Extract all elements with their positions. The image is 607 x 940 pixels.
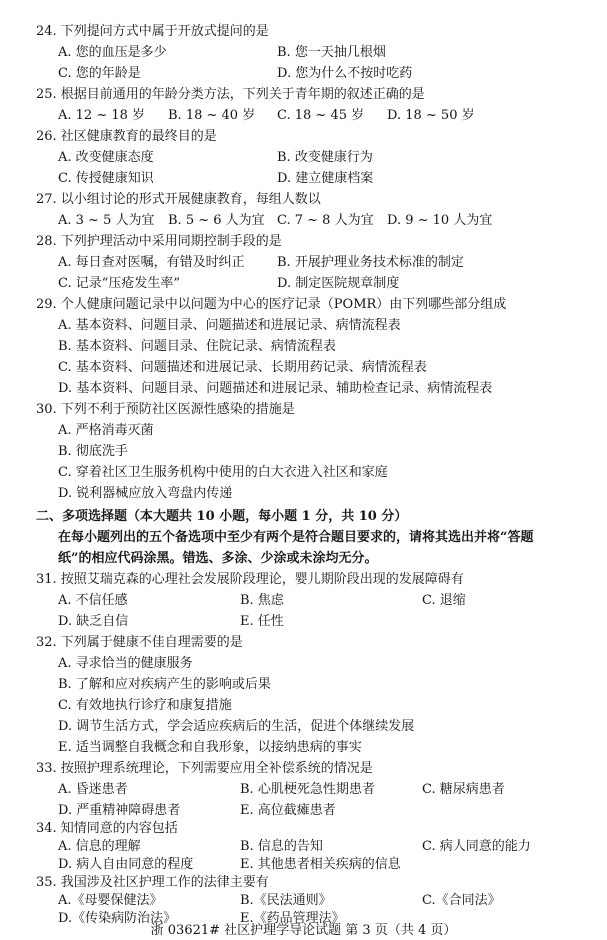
q30-option-c: C. 穿着社区卫生服务机构中使用的白大衣进入社区和家庭 — [58, 465, 388, 480]
q35-option-b: B.《民法通则》 — [240, 893, 332, 908]
q31-option-b: B. 焦虑 — [240, 593, 284, 608]
q33-option-a: A. 昏迷患者 — [58, 782, 128, 797]
q25-option-c: C. 18 ~ 45 岁 — [277, 108, 365, 123]
question-26-stem: 26. 社区健康教育的最终目的是 — [36, 129, 217, 144]
question-30-stem: 30. 下列不利于预防社区医源性感染的措施是 — [36, 402, 295, 417]
question-24-stem: 24. 下列提问方式中属于开放式提问的是 — [36, 24, 269, 39]
q29-option-b: B. 基本资料、问题目录、住院记录、病情流程表 — [58, 339, 336, 354]
q26-option-d: D. 建立健康档案 — [277, 171, 374, 186]
q26-option-c: C. 传授健康知识 — [58, 171, 154, 186]
q24-option-c: C. 您的年龄是 — [58, 66, 141, 81]
q27-option-c: C. 7 ~ 8 人为宜 — [277, 213, 374, 228]
q35-option-a: A.《母婴保健法》 — [58, 893, 163, 908]
question-33-stem: 33. 按照护理系统理论，下列需要应用全补偿系统的情况是 — [36, 761, 373, 776]
q31-option-e: E. 任性 — [240, 614, 284, 629]
q32-option-b: B. 了解和应对疾病产生的影响或后果 — [58, 677, 271, 692]
q26-option-a: A. 改变健康态度 — [58, 150, 154, 165]
q28-option-d: D. 制定医院规章制度 — [277, 276, 400, 291]
question-35-stem: 35. 我国涉及社区护理工作的法律主要有 — [36, 875, 269, 890]
question-31-stem: 31. 按照艾瑞克森的心理社会发展阶段理论，婴儿期阶段出现的发展障碍有 — [36, 572, 464, 587]
q35-option-d: D.《传染病防治法》 — [58, 911, 177, 926]
q25-option-d: D. 18 ~ 50 岁 — [387, 108, 475, 123]
question-32-stem: 32. 下列属于健康不佳自理需要的是 — [36, 635, 243, 650]
q30-option-a: A. 严格消毒灭菌 — [58, 423, 154, 438]
question-34-stem: 34. 知情同意的内容包括 — [36, 821, 178, 836]
section-2-heading: 二、多项选择题（本大题共 10 小题，每小题 1 分，共 10 分） — [36, 509, 408, 524]
q29-option-a: A. 基本资料、问题目录、问题描述和进展记录、病情流程表 — [58, 318, 401, 333]
q24-option-a: A. 您的血压是多少 — [58, 45, 167, 60]
q34-option-b: B. 信息的告知 — [240, 839, 323, 854]
q34-option-e: E. 其他患者相关疾病的信息 — [240, 857, 401, 872]
q33-option-b: B. 心肌梗死急性期患者 — [240, 782, 375, 797]
q34-option-c: C. 病人同意的能力 — [422, 839, 531, 854]
q30-option-b: B. 彻底洗手 — [58, 444, 128, 459]
question-29-stem: 29. 个人健康问题记录中以问题为中心的医疗记录（POMR）由下列哪些部分组成 — [36, 297, 507, 312]
q29-option-d: D. 基本资料、问题目录、问题描述和进展记录、辅助检查记录、病情流程表 — [58, 381, 493, 396]
section-2-instruction-line2: 纸”的相应代码涂黑。错选、多涂、少涂或未涂均无分。 — [58, 551, 378, 566]
q26-option-b: B. 改变健康行为 — [277, 150, 373, 165]
q31-option-d: D. 缺乏自信 — [58, 614, 129, 629]
q33-option-e: E. 高位截瘫患者 — [240, 803, 336, 818]
q24-option-b: B. 您一天抽几根烟 — [277, 45, 386, 60]
q28-option-a: A. 每日查对医嘱，有错及时纠正 — [58, 255, 245, 270]
q28-option-c: C. 记录“压疮发生率” — [58, 276, 181, 291]
q27-option-b: B. 5 ~ 6 人为宜 — [168, 213, 265, 228]
q34-option-d: D. 病人自由同意的程度 — [58, 857, 194, 872]
q24-option-d: D. 您为什么不按时吃药 — [277, 66, 413, 81]
q27-option-d: D. 9 ~ 10 人为宜 — [387, 213, 493, 228]
q31-option-a: A. 不信任感 — [58, 593, 128, 608]
page-footer: 浙 03621# 社区护理学导论试题 第 3 页（共 4 页） — [150, 923, 457, 938]
q31-option-c: C. 退缩 — [422, 593, 466, 608]
q32-option-a: A. 寻求恰当的健康服务 — [58, 656, 193, 671]
q25-option-b: B. 18 ~ 40 岁 — [168, 108, 256, 123]
q34-option-a: A. 信息的理解 — [58, 839, 141, 854]
q27-option-a: A. 3 ~ 5 人为宜 — [58, 213, 155, 228]
q32-option-c: C. 有效地执行诊疗和康复措施 — [58, 698, 232, 713]
q32-option-e: E. 适当调整自我概念和自我形象，以接纳患病的事实 — [58, 740, 362, 755]
q33-option-d: D. 严重精神障碍患者 — [58, 803, 181, 818]
q29-option-c: C. 基本资料、问题描述和进展记录、长期用药记录、病情流程表 — [58, 360, 427, 375]
q35-option-e: E.《药品管理法》 — [240, 911, 345, 926]
question-28-stem: 28. 下列护理活动中采用同期控制手段的是 — [36, 234, 282, 249]
q28-option-b: B. 开展护理业务技术标准的制定 — [277, 255, 464, 270]
question-25-stem: 25. 根据目前通用的年龄分类方法，下列关于青年期的叙述正确的是 — [36, 87, 425, 102]
q35-option-c: C.《合同法》 — [422, 893, 501, 908]
q30-option-d: D. 锐利器械应放入弯盘内传递 — [58, 486, 233, 501]
q33-option-c: C. 糖尿病患者 — [422, 782, 505, 797]
section-2-instruction-line1: 在每小题列出的五个备选项中至少有两个是符合题目要求的，请将其选出并将“答题 — [58, 530, 534, 545]
q25-option-a: A. 12 ~ 18 岁 — [58, 108, 146, 123]
q32-option-d: D. 调节生活方式，学会适应疾病后的生活，促进个体继续发展 — [58, 719, 415, 734]
question-27-stem: 27. 以小组讨论的形式开展健康教育，每组人数以 — [36, 192, 321, 207]
